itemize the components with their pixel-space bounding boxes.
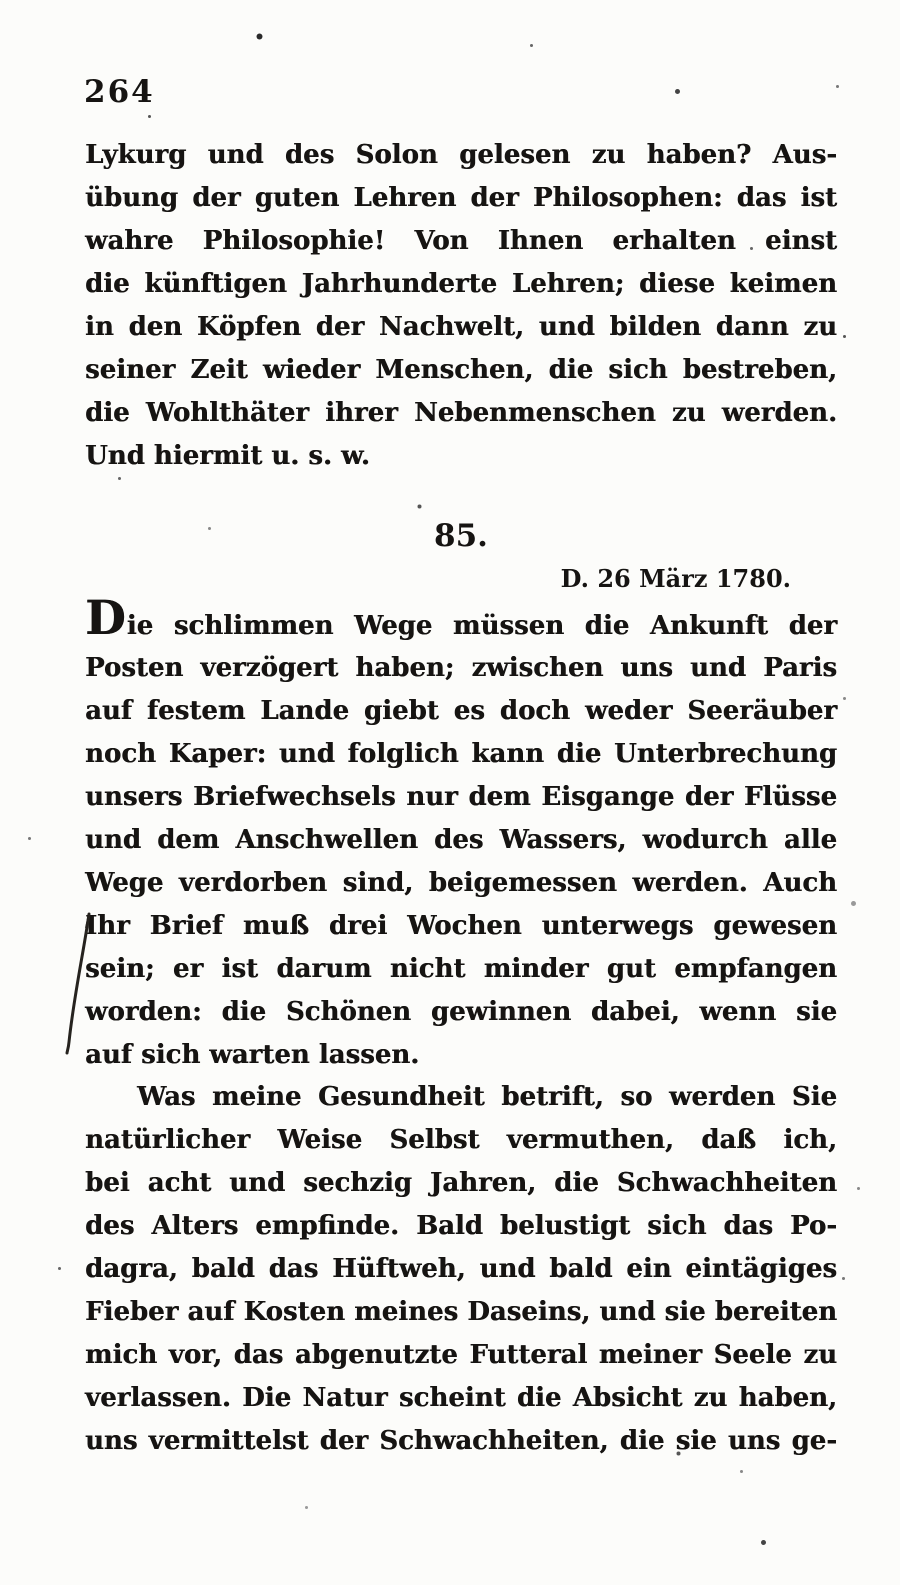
text-line: natürlicher Weise Selbst vermuthen, daß ich, [85,1125,837,1155]
text-line: des Alters empfinde. Bald belustigt sich das Po- [85,1211,837,1241]
dateline: D. 26 März 1780. [560,564,791,593]
text-line: wahre Philosophie! Von Ihnen erhalten einst [85,226,837,256]
text-line: auf festem Lande giebt es doch weder Seeräuber [85,696,837,726]
page-number: 264 [84,74,155,110]
letter-paragraph-2 [85,1076,837,1463]
text-line: noch Kaper: und folglich kann die Unterbrechung [85,739,837,769]
text-line: mich vor, das abgenutzte Futteral meiner Seele zu [85,1340,837,1370]
text-line: Ihr Brief muß drei Wochen unterwegs gewesen [85,911,837,941]
text-line: übung der guten Lehren der Philosophen: das ist [85,183,837,213]
text-line: verlassen. Die Natur scheint die Absicht zu haben, [85,1383,837,1413]
text-line: und dem Anschwellen des Wassers, wodurch alle [85,825,837,855]
text-line: Posten verzögert haben; zwischen uns und Paris [85,653,837,683]
text-line: Und hiermit u. s. w. [85,441,370,471]
text-line: worden: die Schönen gewinnen dabei, wenn sie [85,997,837,1027]
text-line: Die schlimmen Wege müssen die Ankunft der [85,591,837,646]
text-line: Fieber auf Kosten meines Daseins, und sie bereiten [85,1297,837,1327]
text-line: auf sich warten lassen. [85,1040,420,1070]
text-line: Lykurg und des Solon gelesen zu haben? Aus- [85,140,837,170]
letter-paragraph-1 [85,591,837,1077]
text-line: bei acht und sechzig Jahren, die Schwachheiten [85,1168,837,1198]
text-line: Wege verdorben sind, beigemessen werden. Auch [85,868,837,898]
section-number: 85. [434,518,488,554]
intro-paragraph [85,134,837,478]
text-line: in den Köpfen der Nachwelt, und bilden dann zu [85,312,837,342]
text-line: die künftigen Jahrhunderte Lehren; diese keimen [85,269,837,299]
text-line: Was meine Gesundheit betrift, so werden Sie [137,1082,837,1112]
text-line: dagra, bald das Hüftweh, und bald ein eintägiges [85,1254,837,1284]
text-line: sein; er ist darum nicht minder gut empfangen [85,954,837,984]
text-line: unsers Briefwechsels nur dem Eisgange der Flüsse [85,782,837,812]
text-line: uns vermittelst der Schwachheiten, die sie uns ge- [85,1426,837,1456]
paper-speckles [0,0,3,3]
text-line: seiner Zeit wieder Menschen, die sich bestreben, [85,355,837,385]
text-line: die Wohlthäter ihrer Nebenmenschen zu werden. [85,398,837,428]
